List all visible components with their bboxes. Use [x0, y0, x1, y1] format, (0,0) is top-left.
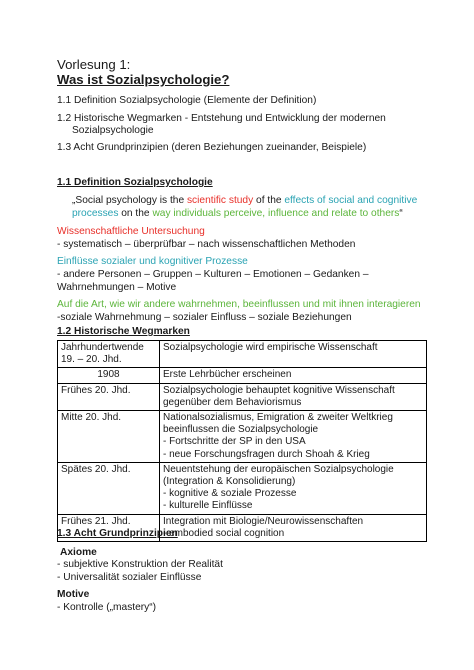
event-text: Sozialpsychologie wird empirische Wissenschaft: [163, 342, 378, 353]
table-row: [58, 341, 427, 368]
period-text: Frühes 20. Jhd.: [61, 384, 131, 396]
motive-label: Motive: [57, 589, 90, 600]
definition-quote-line2: [72, 207, 403, 221]
event-text: Nationalsozialismus, Emigration & zweiter Weltkrieg: [163, 412, 393, 424]
event-text: gegenüber dem Behaviorismus: [163, 396, 302, 408]
einfl-text-2: Wahrnehmungen – Motive: [57, 282, 177, 293]
period-cell: [58, 368, 160, 383]
period-cell: [58, 383, 160, 410]
quote-way: way individuals perceive, influence and relate to others: [152, 208, 400, 219]
event-text: - kognitive & soziale Prozesse: [163, 488, 297, 500]
toc-item-3: 1.3 Acht Grundprinzipien (deren Beziehungen zueinander, Beispiele): [57, 142, 367, 153]
period-text: Jahrhundertwende: [61, 342, 144, 353]
quote-scientific-study: scientific study: [186, 195, 254, 206]
quote-processes: processes: [72, 208, 119, 219]
period-text: 1908: [97, 369, 120, 381]
period-cell: [58, 411, 160, 463]
definition-quote-line1: [72, 194, 417, 208]
einfl-label: Einflüsse sozialer und kognitiver Prozesse: [57, 256, 248, 267]
motive-item-1: - Kontrolle („mastery“): [57, 602, 157, 613]
page-title: Was ist Sozialpsychologie?: [57, 72, 230, 87]
event-text: Integration mit Biologie/Neurowissenschaften: [163, 515, 364, 527]
event-text: Neuentstehung der europäischen Sozialpsychologie: [163, 463, 394, 475]
event-text: Sozialpsychologie behauptet kognitive Wissenschaft: [163, 384, 395, 396]
event-text: - neue Forschungsfragen durch Shoah & Krieg: [163, 448, 370, 460]
quote-close: “: [399, 208, 403, 219]
table-row: [58, 383, 427, 410]
event-cell: [160, 368, 427, 383]
toc-item-2-cont: Sozialpsychologie: [72, 125, 154, 136]
lecture-label: Vorlesung 1:: [57, 57, 131, 72]
wiss-label: Wissenschaftliche Untersuchung: [57, 226, 205, 237]
event-cell: [160, 383, 427, 410]
toc-item-1: 1.1 Definition Sozialpsychologie (Elemente der Definition): [57, 95, 317, 106]
section-heading-1-1: 1.1 Definition Sozialpsychologie: [57, 177, 213, 188]
period-text: 19. – 20. Jhd.: [61, 354, 122, 366]
axiome-label: Axiome: [60, 547, 97, 558]
period-cell: [58, 462, 160, 514]
wiss-text: - systematisch – überprüfbar – nach wissenschaftlichen Methoden: [57, 239, 356, 250]
table-row: [58, 462, 427, 514]
historical-milestones-table: [57, 340, 427, 542]
event-text: beeinflussen die Sozialpsychologie: [163, 424, 319, 436]
einfl-text-1: - andere Personen – Gruppen – Kulturen – Emotionen – Gedanken –: [57, 269, 369, 280]
section-heading-1-2: 1.2 Historische Wegmarken: [57, 326, 190, 337]
period-text: Spätes 20. Jhd.: [61, 463, 131, 475]
event-text: - kulturelle Einflüsse: [163, 500, 253, 512]
toc-item-2: 1.2 Historische Wegmarken - Entstehung und Entwicklung der modernen: [57, 113, 386, 124]
art-label: Auf die Art, wie wir andere wahrnehmen, beeinflussen und mit ihnen interagieren: [57, 299, 421, 310]
period-text: Frühes 21. Jhd.: [61, 515, 131, 527]
art-text: -soziale Wahrnehmung – sozialer Einfluss – soziale Beziehungen: [57, 312, 352, 323]
event-text: - embodied social cognition: [163, 527, 285, 539]
axiome-item-2: - Universalität sozialer Einflüsse: [57, 572, 202, 583]
section-heading-1-3: 1.3 Acht Grundprinzipien: [57, 528, 178, 539]
quote-open: „Social psychology is the: [72, 195, 187, 206]
event-text: Erste Lehrbücher erscheinen: [163, 369, 292, 381]
event-text: (Integration & Konsolidierung): [163, 476, 296, 488]
table-row: [58, 368, 427, 383]
period-text: Mitte 20. Jhd.: [61, 412, 122, 424]
event-cell: [160, 411, 427, 463]
quote-effects: effects of social and cognitive: [284, 195, 418, 206]
quote-of-the: of the: [253, 195, 285, 206]
axiome-item-1: - subjektive Konstruktion der Realität: [57, 559, 223, 570]
quote-on-the: on the: [118, 208, 153, 219]
event-cell: [160, 341, 427, 368]
event-text: - Fortschritte der SP in den USA: [163, 436, 306, 448]
event-cell: [160, 462, 427, 514]
period-cell: [58, 341, 160, 368]
event-cell: [160, 514, 427, 541]
table-row: [58, 411, 427, 463]
